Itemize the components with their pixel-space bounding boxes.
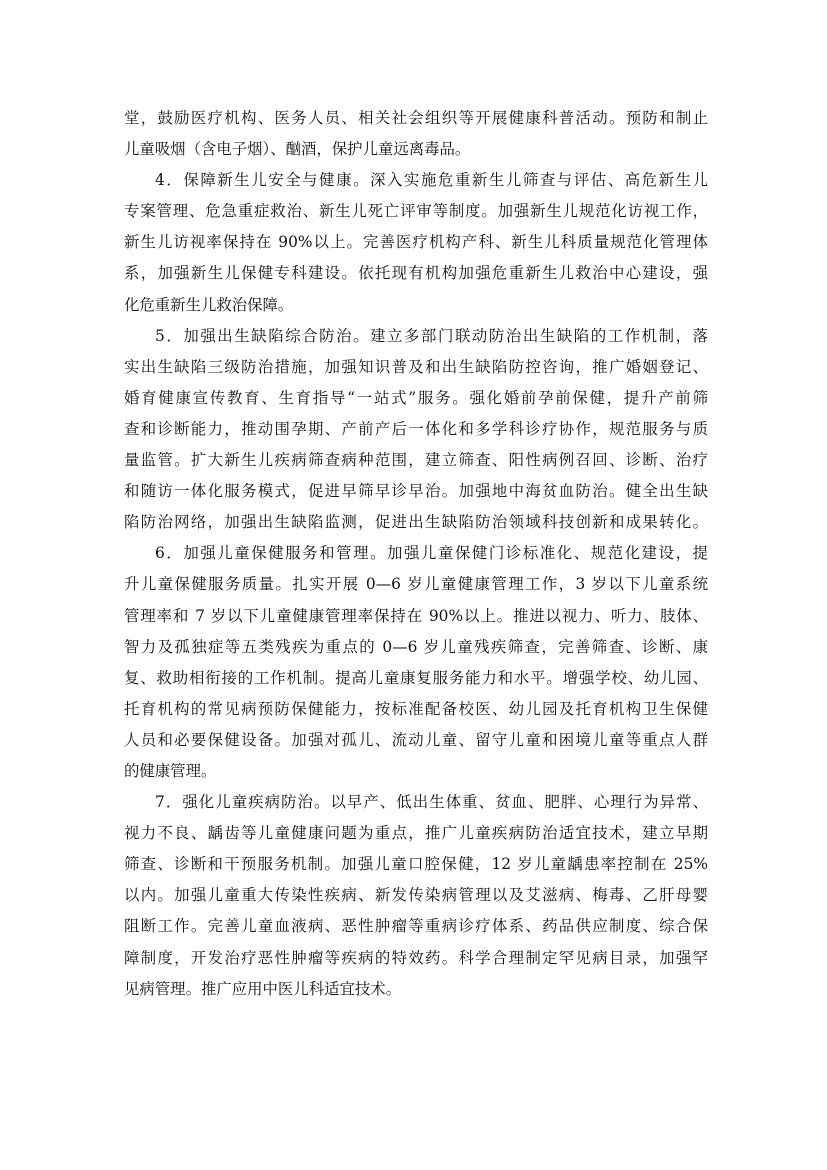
- document-body: [124, 103, 708, 1005]
- text-line: 系，加强新生儿保健专科建设。依托现有机构加强危重新生儿救治中心建设，强: [124, 264, 708, 283]
- text-line: 障制度，开发治疗恶性肿瘤等疾病的特效药。科学合理制定罕见病目录，加强罕: [124, 948, 708, 967]
- text-line: 视力不良、龋齿等儿童健康问题为重点，推广儿童疾病防治适宜技术，建立早期: [124, 824, 708, 843]
- text-line: 实出生缺陷三级防治措施，加强知识普及和出生缺陷防控咨询，推广婚姻登记、: [124, 357, 708, 376]
- text-line: 6．加强儿童保健服务和管理。加强儿童保健门诊标准化、规范化建设，提: [155, 544, 708, 563]
- text-line: 的健康管理。: [124, 761, 217, 780]
- text-line: 托育机构的常见病预防保健能力，按标准配备校医、幼儿园及托育机构卫生保健: [124, 699, 708, 718]
- text-line: 升儿童保健服务质量。扎实开展 0—6 岁儿童健康管理工作，3 岁以下儿童系统: [124, 575, 708, 594]
- paragraph-item-5: [124, 321, 708, 539]
- text-line: 堂，鼓励医疗机构、医务人员、相关社会组织等开展健康科普活动。预防和制止: [124, 109, 708, 127]
- text-line: 管理率和 7 岁以下儿童健康管理率保持在 90%以上。推进以视力、听力、肢体、: [124, 606, 708, 625]
- text-line: 智力及孤独症等五类残疾为重点的 0—6 岁儿童残疾筛查，完善筛查、诊断、康: [124, 637, 708, 656]
- text-line: 儿童吸烟（含电子烟）、酗酒，保护儿童远离毒品。: [124, 140, 471, 159]
- text-line: 查和诊断能力，推动围孕期、产前产后一体化和多学科诊疗协作，规范服务与质: [124, 419, 708, 438]
- text-line: 4．保障新生儿安全与健康。深入实施危重新生儿筛查与评估、高危新生儿: [155, 171, 708, 190]
- paragraph-item-6: [124, 538, 708, 787]
- paragraph-item-7: [124, 787, 708, 1005]
- text-line: 7．强化儿童疾病防治。以早产、低出生体重、贫血、肥胖、心理行为异常、: [155, 793, 708, 812]
- text-line: 量监管。扩大新生儿疾病筛查病种范围，建立筛查、阳性病例召回、诊断、治疗: [124, 451, 708, 470]
- text-line: 人员和必要保健设备。加强对孤儿、流动儿童、留守儿童和困境儿童等重点人群: [124, 730, 708, 749]
- text-line: 见病管理。推广应用中医儿科适宜技术。: [124, 979, 402, 998]
- text-line: 阻断工作。完善儿童血液病、恶性肿瘤等重病诊疗体系、药品供应制度、综合保: [124, 917, 708, 936]
- text-line: 复、救助相衔接的工作机制。提高儿童康复服务能力和水平。增强学校、幼儿园、: [124, 668, 708, 687]
- text-line: 筛查、诊断和干预服务机制。加强儿童口腔保健，12 岁儿童龋患率控制在 25%: [124, 855, 708, 874]
- paragraph-continuation: [124, 103, 708, 165]
- text-line: 5．加强出生缺陷综合防治。建立多部门联动防治出生缺陷的工作机制，落: [155, 326, 708, 345]
- paragraph-item-4: [124, 165, 708, 320]
- text-line: 陷防治网络，加强出生缺陷监测，促进出生缺陷防治领域科技创新和成果转化。: [124, 513, 708, 532]
- text-line: 和随访一体化服务模式，促进早筛早诊早治。加强地中海贫血防治。健全出生缺: [124, 482, 708, 501]
- text-line: 专案管理、危急重症救治、新生儿死亡评审等制度。加强新生儿规范化访视工作，: [124, 202, 708, 221]
- text-line: 化危重新生儿救治保障。: [124, 295, 294, 314]
- text-line: 新生儿访视率保持在 90%以上。完善医疗机构产科、新生儿科质量规范化管理体: [124, 233, 708, 252]
- text-line: 以内。加强儿童重大传染性疾病、新发传染病管理以及艾滋病、梅毒、乙肝母婴: [124, 886, 708, 905]
- text-line: 婚育健康宣传教育、生育指导“一站式”服务。强化婚前孕前保健，提升产前筛: [124, 388, 708, 407]
